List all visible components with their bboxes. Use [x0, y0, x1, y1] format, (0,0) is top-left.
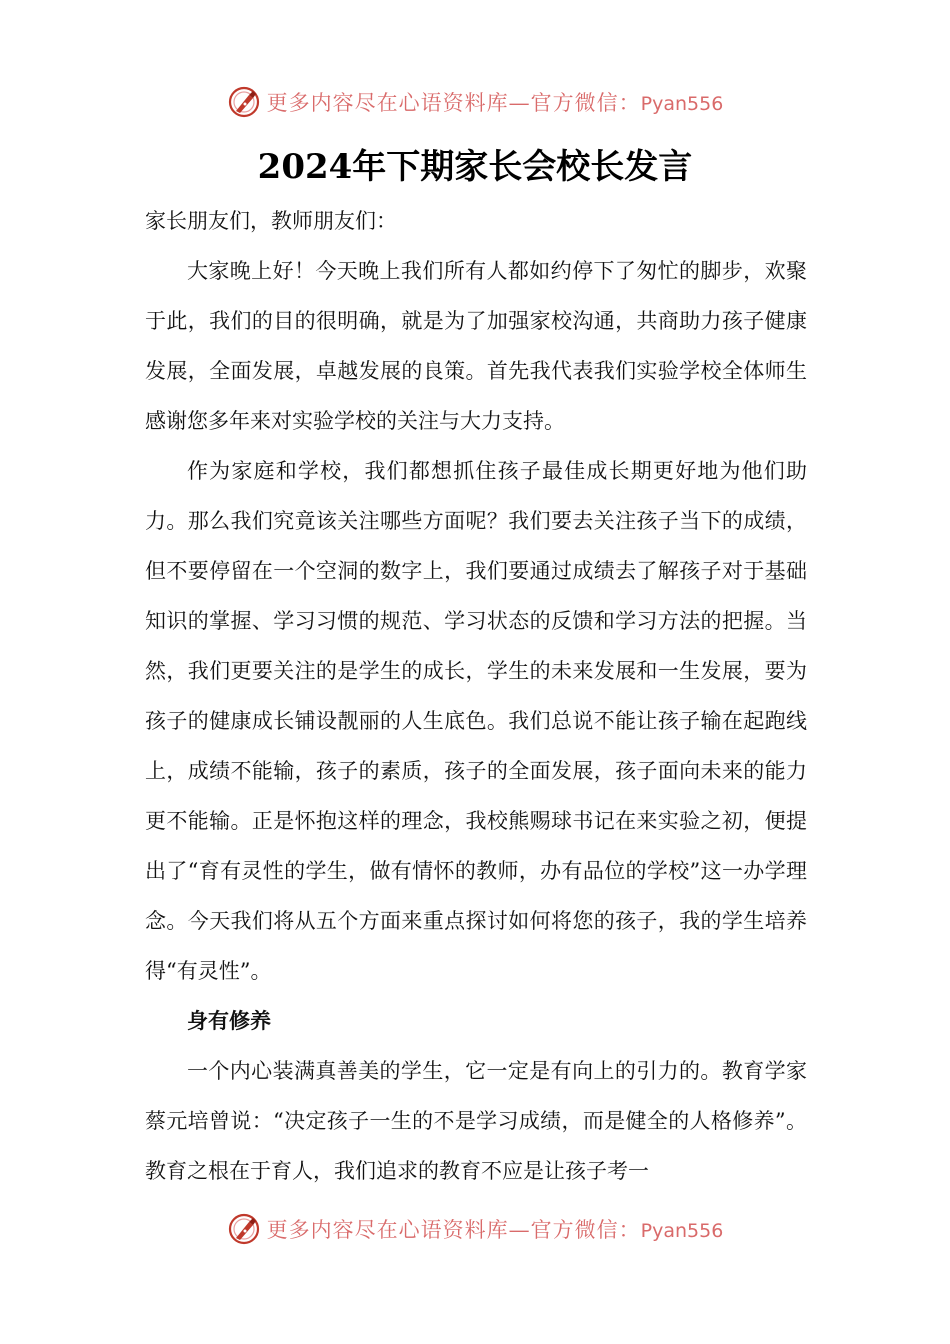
salutation: 家长朋友们，教师朋友们：	[145, 209, 397, 233]
header-banner	[0, 82, 950, 122]
document-body	[145, 196, 807, 1196]
pen-nib-icon	[227, 85, 261, 119]
section-heading: 身有修养	[187, 1009, 271, 1033]
body-paragraph: 大家晚上好！今天晚上我们所有人都如约停下了匆忙的脚步，欢聚于此，我们的目的很明确，就是为了加强家校沟通，共商助力孩子健康发展，全面发展，卓越发展的良策。首先我代表我们实验学校全体师生感谢您多年来对实验学校的关注与大力支持。	[145, 259, 807, 433]
banner-text	[267, 87, 724, 117]
pen-nib-icon	[227, 1212, 261, 1246]
banner-label: 更多内容尽在心语资料库—官方微信：	[266, 91, 641, 115]
document-title: 2024年下期家长会校长发言	[257, 147, 693, 187]
wechat-id: Pyan556	[640, 93, 724, 115]
footer-banner	[0, 1209, 950, 1249]
banner-text	[267, 1214, 724, 1244]
wechat-id: Pyan556	[640, 1220, 724, 1242]
body-paragraph: 作为家庭和学校，我们都想抓住孩子最佳成长期更好地为他们助力。那么我们究竟该关注哪些方面呢？我们要去关注孩子当下的成绩，但不要停留在一个空洞的数字上，我们要通过成绩去了解孩子对于基础知识的掌握、学习习惯的规范、学习状态的反馈和学习方法的把握。当然，我们更要关注的是学生的成长，学生的未来发展和一生发展，要为孩子的健康成长铺设靓丽的人生底色。我们总说不能让孩子输在起跑线上，成绩不能输，孩子的素质，孩子的全面发展，孩子面向未来的能力更不能输。正是怀抱这样的理念，我校熊赐球书记在来实验之初，便提出了“育有灵性的学生，做有情怀的教师，办有品位的学校”这一办学理念。今天我们将从五个方面来重点探讨如何将您的孩子，我的学生培养得“有灵性”。	[145, 459, 807, 983]
section-paragraph: 一个内心装满真善美的学生，它一定是有向上的引力的。教育学家蔡元培曾说：“决定孩子一生的不是学习成绩，而是健全的人格修养”。教育之根在于育人，我们追求的教育不应是让孩子考一	[145, 1059, 807, 1183]
banner-label: 更多内容尽在心语资料库—官方微信：	[266, 1218, 641, 1242]
